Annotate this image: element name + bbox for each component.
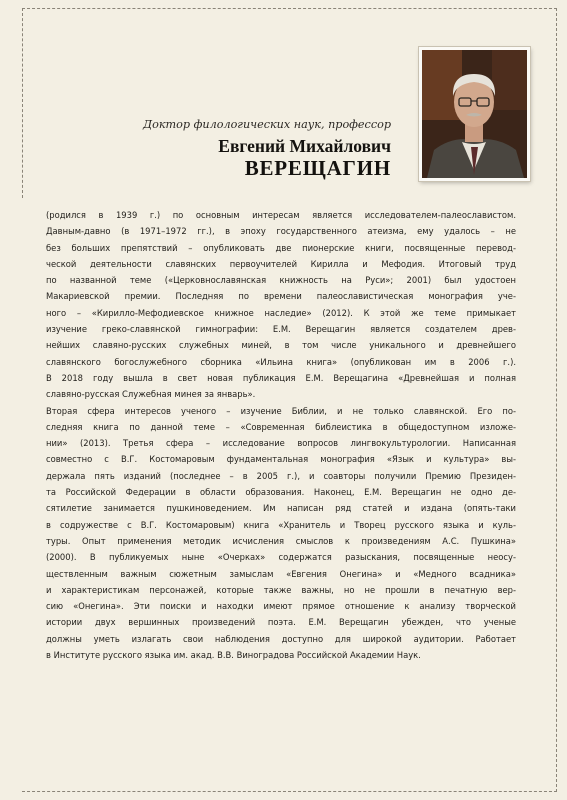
dashed-frame-left — [22, 8, 23, 198]
author-surname: ВЕРЕЩАГИН — [244, 156, 391, 180]
bio-line: в содружестве с В.Г. Костомаровым) книга «Хранитель и Творец русского языка и куль- — [46, 519, 516, 530]
bio-line: ществленным важным сюжетным замыслам «Евгения Онегина» и «Медного всадника» — [46, 568, 516, 579]
bio-line: держала пять изданий (последнее – в 2005 г.), и соавторы получили Премию Президен- — [46, 470, 516, 481]
dashed-frame-top — [22, 8, 557, 9]
bio-line: Макариевской премии. Последняя по времени палеославистическая монография уче- — [46, 291, 516, 302]
bio-line: без больших препятствий – опубликовать две пионерские книги, посвященные перевод- — [46, 242, 516, 253]
bio-line: ческой деятельности славянских первоучителей Кирилла и Мефодия. Итоговый труд — [46, 258, 516, 269]
bio-line: и характеристикам персонажей, которые также важны, но не прошли в печатную вер- — [46, 584, 516, 595]
bio-line: нии» (2013). Третья сфера – исследование вопросов лингвокультурологии. Написанная — [46, 438, 516, 449]
bio-line: сятилетие занимается пушкиноведением. Им написан ряд статей и издана (опять-таки — [46, 503, 516, 514]
author-first-names: Евгений Михайлович — [218, 136, 391, 156]
bio-line: должны уметь излагать свои наблюдения доступно для широкой аудитории. Работает — [46, 633, 516, 644]
bio-line: в Институте русского языка им. акад. В.В. Виноградова Российской Академии Наук. — [46, 650, 421, 661]
bio-line: нейших славяно-русских служебных миней, в том числе уникального и древнейшего — [46, 340, 516, 351]
bio-line: ного – «Кирилло-Мефодиевское книжное наследие» (2012). К этой же теме примыкает — [46, 307, 516, 318]
bio-line: В 2018 году вышла в свет новая публикация Е.М. Верещагина «Древнейшая и полная — [46, 372, 516, 383]
author-photo — [419, 47, 530, 181]
bio-line: следняя книга по данной теме – «Современная библеистика в общедоступном изложе- — [46, 421, 516, 432]
bio-line: сию «Онегина». Эти поиски и находки имеют прямое отношение к анализу творческой — [46, 601, 516, 612]
bio-line: (родился в 1939 г.) по основным интересам является исследователем-палеославистом. — [46, 210, 516, 220]
portrait-photo-icon — [422, 50, 527, 178]
bio-line: Давным-давно (в 1971–1972 гг.), в эпоху государственного атеизма, ему удалось – не — [46, 226, 516, 237]
bio-line: по названной теме («Церковнославянская книжность на Руси»; 2001) был удостоен — [46, 275, 516, 286]
dashed-frame-bottom — [22, 791, 557, 792]
bio-line: совместно с В.Г. Костомаровым фундаментальная монография «Язык и культура» вы- — [46, 454, 516, 465]
bio-line: Вторая сфера интересов ученого – изучение Библии, и не только славянской. Его по- — [46, 405, 516, 416]
bio-line: славянского богослужебного сборника «Ильина книга» (опубликован им в 2006 г.). — [46, 356, 516, 367]
bio-line: та Российской Федерации в области образования. Наконец, Е.М. Верещагин не одно де- — [46, 487, 516, 498]
author-title: Доктор филологических наук, профессор — [143, 118, 391, 131]
biography-text — [46, 207, 516, 663]
bio-line: туры. Опыт применения методик исчисления смыслов к произведениям А.С. Пушкина» — [46, 535, 516, 546]
bio-line: истории двух вершинных произведений поэта. Е.М. Верещагин убежден, что ученые — [46, 617, 516, 628]
bio-line: изучение греко-славянской гимнографии: Е.М. Верещагин является создателем древ- — [46, 324, 516, 335]
bio-line: славяно-русская Служебная минея за январь». — [46, 389, 256, 400]
dashed-frame-right — [556, 8, 557, 792]
bio-line: (2000). В публикуемых ныне «Очерках» содержатся разыскания, посвященные неосу- — [46, 552, 516, 563]
